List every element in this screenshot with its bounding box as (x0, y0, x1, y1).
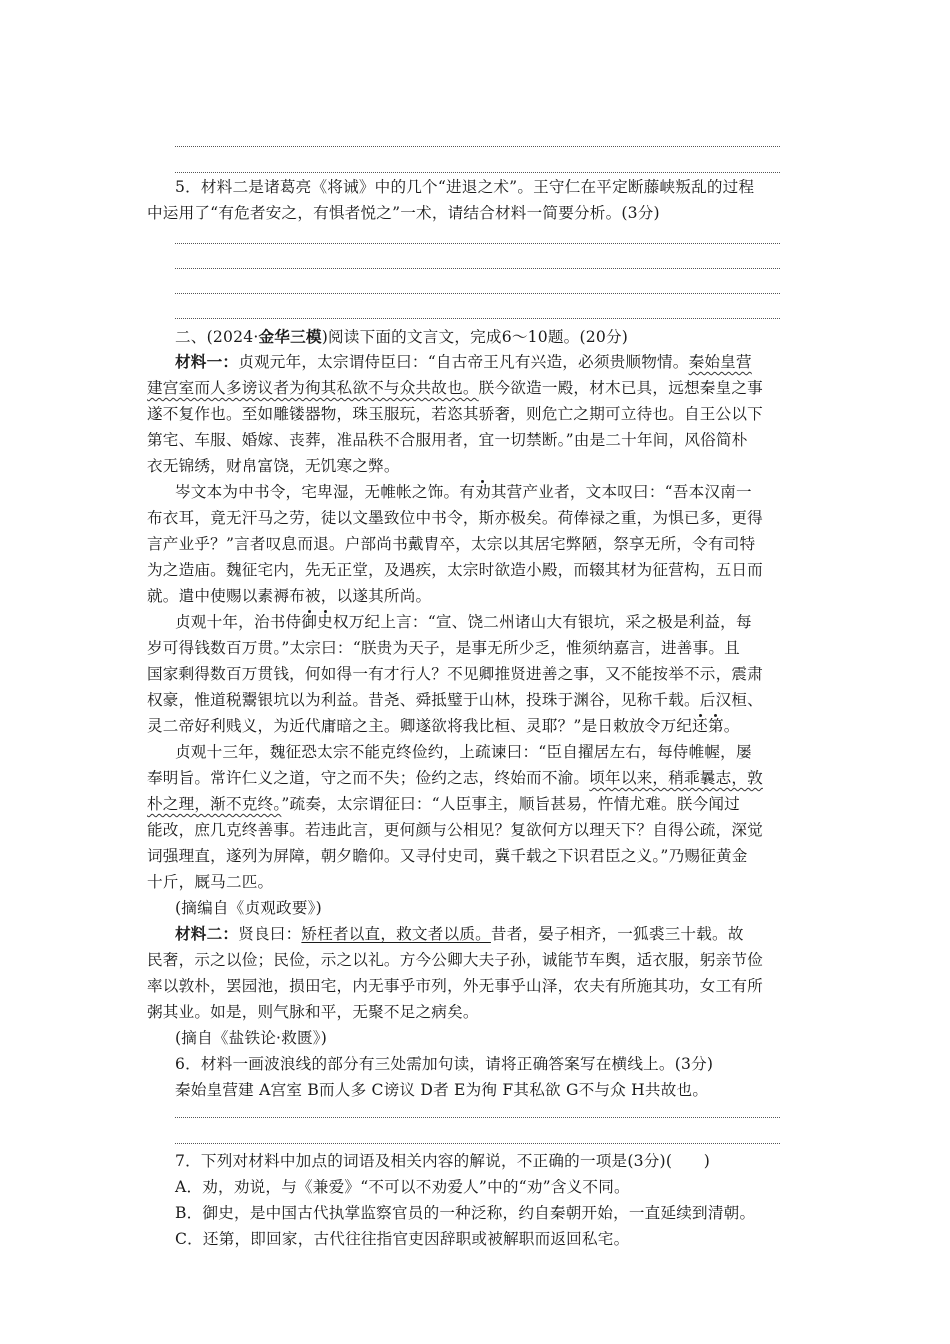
dotted-word-di: 第 (707, 717, 724, 735)
material1-line: 建宫室而人多谤议者为徇其私欲不与众共故也。朕今欲造一殿，材木已具，远想秦皇之事 (147, 379, 763, 397)
material1-line: 第宅、车服、婚嫁、丧葬，准品秩不合服用者，宜一切禁断。”由是二十年间，风俗简朴 (147, 431, 748, 449)
q7-option-b[interactable]: B．御史，是中国古代执掌监察官员的一种泛称，约自秦朝开始，一直延续到清朝。 (175, 1204, 756, 1222)
wavy-underlined-text: 秦始皇营 (688, 353, 752, 371)
dotted-word-quan: 劝 (475, 483, 491, 501)
answer-line[interactable] (175, 1143, 780, 1144)
q6-options: 秦始皇营建 A宫室 B而人多 C谤议 D者 E为徇 F其私欲 G不与众 H共故也。 (175, 1081, 709, 1099)
wavy-underlined-text: 朴之理，渐不克终。 (147, 795, 282, 813)
answer-line[interactable] (175, 318, 780, 319)
section-heading: 二、(2024·金华三模)阅读下面的文言文，完成6～10题。(20分) (175, 327, 629, 346)
material1-line: 词强理直，遂列为屏障，朝夕瞻仰。又寻付史司，冀千载之下识君臣之义。”乃赐征黄金 (147, 847, 748, 865)
answer-line[interactable] (175, 1117, 780, 1118)
dotted-word-huan: 还 (692, 717, 708, 735)
answer-line[interactable] (175, 243, 780, 244)
material2-line: 粥其业。如是，则气脉和平，无聚不足之病矣。 (147, 1003, 479, 1021)
material1-line: 遂不复作也。至如雕镂器物，珠玉服玩，若恣其骄奢，则危亡之期可立待也。自王公以下 (147, 405, 763, 423)
answer-line[interactable] (175, 146, 780, 147)
answer-line[interactable] (175, 172, 780, 173)
material1-line: 贞观十三年，魏征恐太宗不能克终俭约，上疏谏曰：“臣自擢居左右，每侍帷幄，屡 (175, 743, 752, 761)
q7-option-a[interactable]: A．劝，劝说，与《兼爱》“不可以不劝爱人”中的“劝”含义不同。 (175, 1178, 630, 1196)
answer-line[interactable] (175, 268, 780, 269)
material1-line: 岑文本为中书令，宅卑湿，无帷帐之饰。有劝其营产业者，文本叹曰：“吾本汉南一 (175, 483, 752, 501)
material1-line: 十斤，厩马二匹。 (147, 873, 274, 891)
answer-line[interactable] (175, 293, 780, 294)
material1-line: 灵二帝好利贱义，为近代庸暗之主。卿遂欲将我比桓、灵耶？”是日敕放令万纪还第。 (147, 717, 740, 735)
material1-line: 岁可得钱数百万贯。”太宗曰：“朕贵为天子，是事无所少乏，惟须纳嘉言，进善事。且 (147, 639, 740, 657)
material1-line: 衣无锦绣，财帛富饶，无饥寒之弊。 (147, 457, 400, 475)
dotted-word-shi: 史 (317, 613, 333, 631)
material2-line: 民奢，示之以俭；民俭，示之以礼。方今公卿大夫子孙，诚能节车舆，适衣服，躬亲节俭 (147, 951, 763, 969)
material1-line: 奉明旨。常许仁义之道，守之而不失；俭约之志，终始而不渝。顷年以来，稍乖曩志，敦 (147, 769, 763, 787)
q7-option-c[interactable]: C．还第，即回家，古代往往指官吏因辞职或被解职而返回私宅。 (175, 1230, 630, 1248)
q5-stem-cont: 中运用了“有危者安之，有惧者悦之”一术，请结合材料一简要分析。(3分) (147, 204, 660, 222)
material2-line: 率以敦朴，罢园池，损田宅，内无事乎市列，外无事乎山泽，农夫有所施其功，女工有所 (147, 977, 763, 995)
material2-source: (摘自《盐铁论·救匮》) (175, 1029, 328, 1047)
material1-line: 能改，庶几克终善事。若违此言，更何颜与公相见？复欲何方以理天下？自得公疏，深觉 (147, 821, 763, 839)
material1-line: 为之造庙。魏征宅内，先无正堂，及遇疾，太宗时欲造小殿，而辍其材为征营构，五日而 (147, 561, 763, 579)
material1-line: 贞观十年，治书侍御史权万纪上言：“宣、饶二州诸山大有银坑，采之极是利益，每 (175, 613, 752, 631)
q7-stem: 7．下列对材料中加点的词语及相关内容的解说，不正确的一项是(3分)( ) (175, 1152, 710, 1170)
wavy-underlined-text: 顷年以来，稍乖曩志，敦 (589, 769, 763, 787)
wavy-underlined-text: 建宫室而人多谤议者为徇其私欲不与众共故也。 (147, 379, 479, 397)
material1-label: 材料一： (175, 352, 239, 371)
dotted-word-yu: 御 (301, 613, 318, 631)
underlined-text: 矫枉者以直，救文者以质。 (301, 925, 491, 943)
material2-line: 材料二：贤良曰：矫枉者以直，救文者以质。昔者，晏子相齐，一狐裘三十载。故 (175, 924, 744, 943)
material1-line: 朴之理，渐不克终。”疏奏，太宗谓征曰：“人臣事主，顺旨甚易，忤情尤难。朕今闻过 (147, 795, 740, 813)
material1-line: 就。遣中使赐以素褥布被，以遂其所尚。 (147, 587, 432, 605)
material1-line: 言产业乎？”言者叹息而退。户部尚书戴胄卒，太宗以其居宅弊陋，祭享无所，令有司特 (147, 535, 756, 553)
material1-source: (摘编自《贞观政要》) (175, 899, 322, 917)
material1-line: 布衣耳，竟无汗马之劳，徒以文墨致位中书令，斯亦极矣。荷俸禄之重，为惧已多，更得 (147, 509, 763, 527)
material2-label: 材料二： (175, 924, 239, 943)
material1-line: 国家剩得数百万贯钱，何如得一有才行人？不见卿推贤进善之事，又不能按举不示，震肃 (147, 665, 763, 683)
material1-line: 材料一：贞观元年，太宗谓侍臣曰：“自古帝王凡有兴造，必须贵顺物情。秦始皇营 (175, 352, 752, 371)
material1-line: 权豪，惟道税鬻银坑以为利益。昔尧、舜抵璧于山林，投珠于渊谷，见称千载。后汉桓、 (147, 691, 763, 709)
q5-stem: 5．材料二是诸葛亮《将诫》中的几个“进退之术”。王守仁在平定断藤峡叛乱的过程 (175, 178, 755, 196)
q6-stem: 6．材料一画波浪线的部分有三处需加句读，请将正确答案写在横线上。(3分) (175, 1055, 714, 1073)
